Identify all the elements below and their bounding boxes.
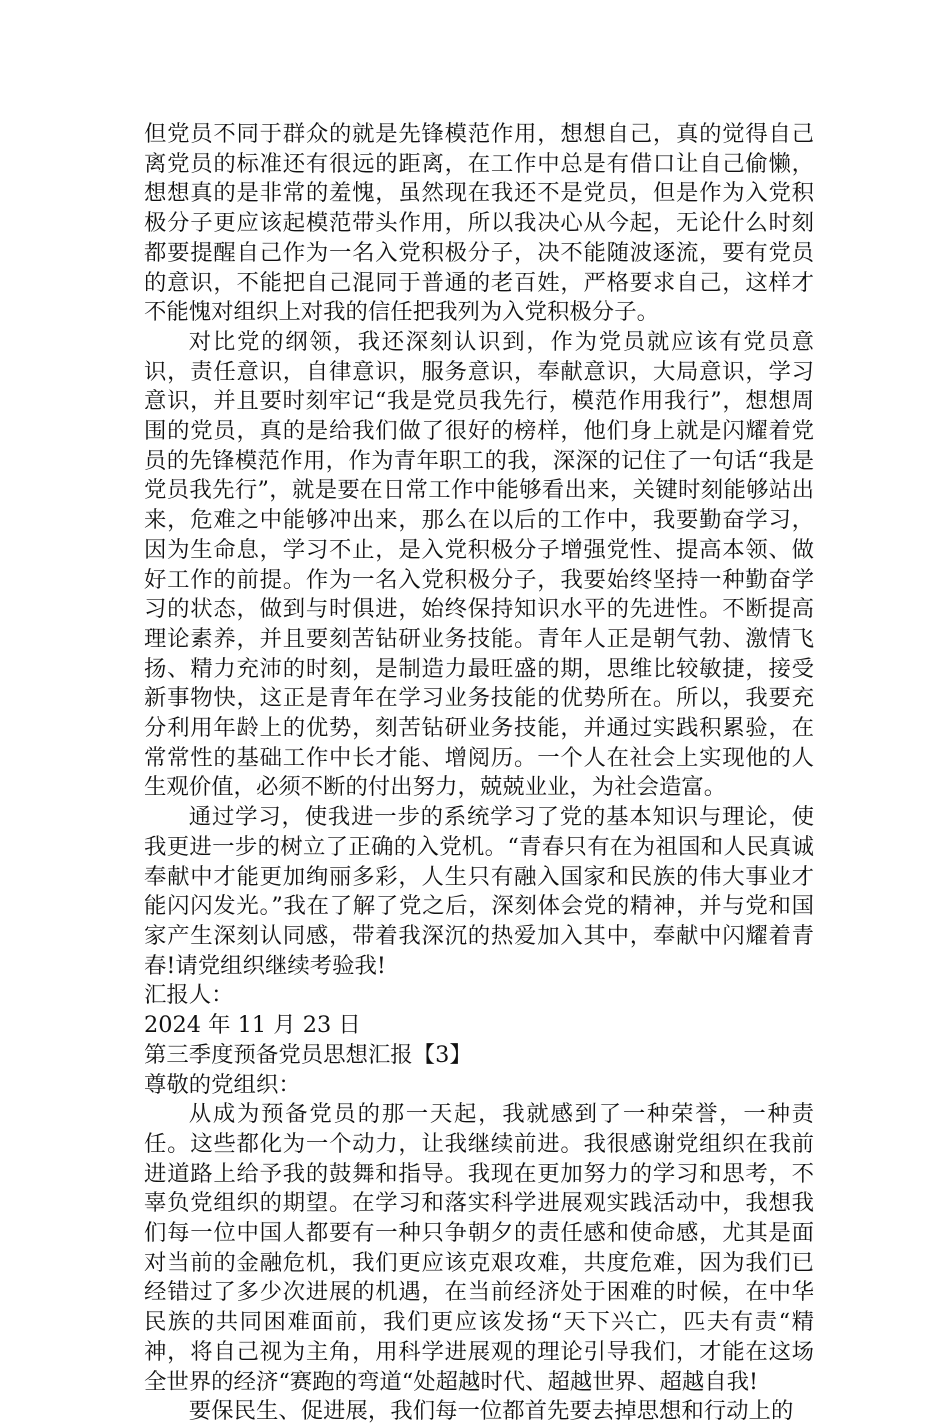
report-date: 2024 年 11 月 23 日: [144, 1012, 361, 1039]
paragraph-study: 通过学习，使我进一步的系统学习了党的基本知识与理论，使我更进一步的树立了正确的入党机。“青春只有在为祖国和人民真诚奉献中才能更加绚丽多彩，人生只有融入国家和民族的伟大事业才能闪闪发光。”我在了解了党之后，深刻体会党的精神，并与党和国家产生深刻认同感，带着我深沉的热爱加入其中，奉献中闪耀着青春!请党组织继续考验我!: [144, 804, 814, 979]
paragraph-party-program: 对比党的纲领，我还深刻认识到，作为党员就应该有党员意识，责任意识，自律意识，服务意识，奉献意识，大局意识，学习意识，并且要时刻牢记“我是党员我先行，模范作用我行”，想想周围的党员，真的是给我们做了很好的榜样，他们身上就是闪耀着党员的先锋模范作用，作为青年职工的我，深深的记住了一句话“我是党员我先行”，就是要在日常工作中能够看出来，关键时刻能够站出来，危难之中能够冲出来，那么在以后的工作中，我要勤奋学习，因为生命息，学习不止，是入党积极分子增强党性、提高本领、做好工作的前提。作为一名入党积极分子，我要始终坚持一种勤奋学习的状态，做到与时俱进，始终保持知识水平的先进性。不断提高理论素养，并且要刻苦钻研业务技能。青年人正是朝气勃、激情飞扬、精力充沛的时刻，是制造力最旺盛的期，思维比较敏捷，接受新事物快，这正是青年在学习业务技能的优势所在。所以，我要充分利用年龄上的优势，刻苦钻研业务技能，并通过实践积累验，在常常性的基础工作中长才能、增阅历。一个人在社会上实现他的人生观价值，必须不断的付出努力，兢兢业业，为社会造富。: [144, 328, 814, 801]
reporter-label: 汇报人：: [144, 982, 234, 1009]
paragraph-livelihood: 要保民生、促进展，我们每一位都首先要去掉思想和行动上的: [188, 1398, 794, 1425]
section-title: 第三季度预备党员思想汇报【3】: [144, 1041, 472, 1068]
paragraph-probationary: 从成为预备党员的那一天起，我就感到了一种荣誉，一种责任。这些都化为一个动力，让我继续前进。我很感谢党组织在我前进道路上给予我的鼓舞和指导。我现在更加努力的学习和思考，不辜负党组织的期望。在学习和落实科学进展观实践活动中，我想我们每一位中国人都要有一种只争朝夕的责任感和使命感，尤其是面对当前的金融危机，我们更应该克艰攻难，共度危难，因为我们已经错过了多少次进展的机遇，在当前经济处于困难的时候，在中华民族的共同困难面前，我们更应该发扬“天下兴亡，匹夫有责“精神，将自己视为主角，用科学进展观的理论引导我们，才能在这场全世界的经济“赛跑的弯道“处超越时代、超越世界、超越自我!: [144, 1101, 814, 1395]
document-page: [144, 120, 814, 1427]
paragraph-continuation: 但党员不同于群众的就是先锋模范作用，想想自己，真的觉得自己离党员的标准还有很远的距离，在工作中总是有借口让自己偷懒，想想真的是非常的羞愧，虽然现在我还不是党员，但是作为入党积极分子更应该起模范带头作用，所以我决心从今起，无论什么时刻都要提醒自己作为一名入党积极分子，决不能随波逐流，要有党员的意识，不能把自己混同于普通的老百姓，严格要求自己，这样才不能愧对组织上对我的信任把我列为入党积极分子。: [144, 121, 814, 326]
salutation: 尊敬的党组织：: [144, 1071, 301, 1098]
